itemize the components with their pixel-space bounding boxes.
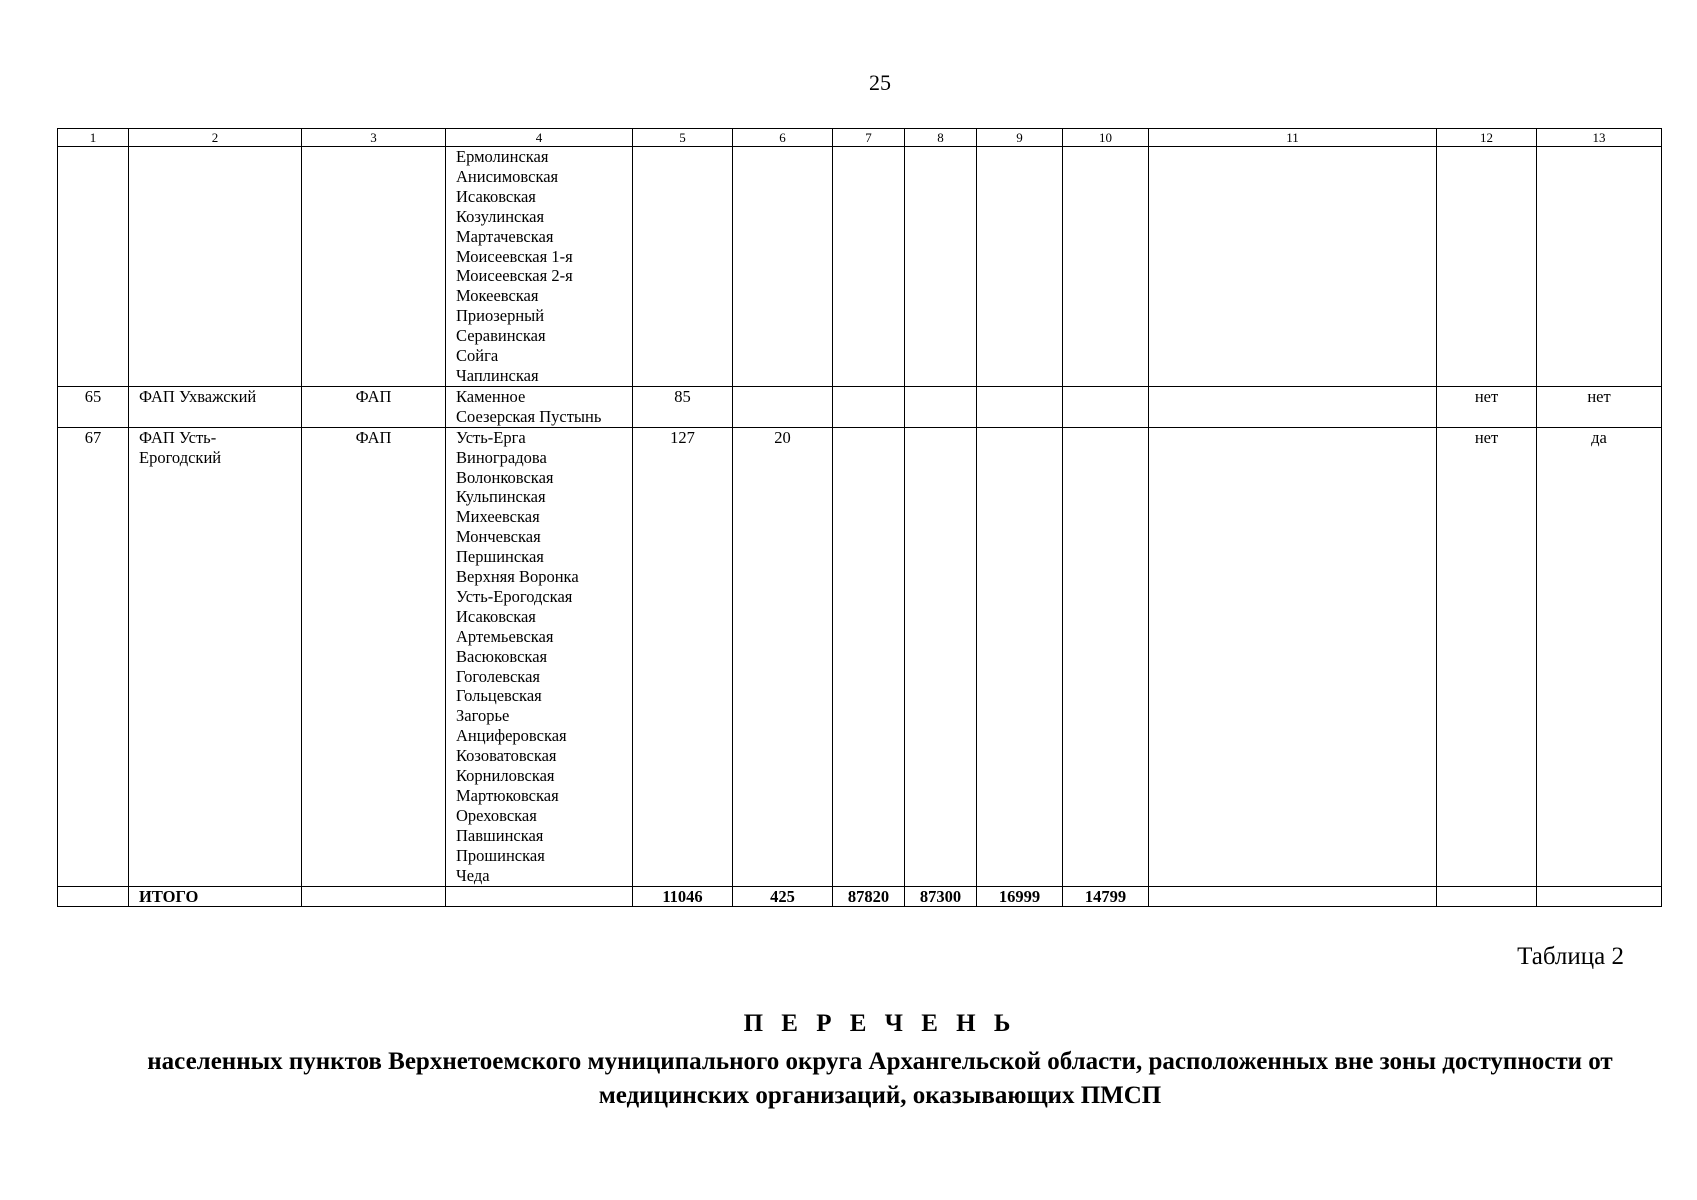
village-name: Мокеевская [456, 286, 539, 306]
header-cell: 7 [833, 129, 905, 147]
row-number: 67 [58, 427, 129, 886]
village-name: Каменное [456, 386, 526, 406]
facility-name: ФАП Усть-Ерогодский [129, 427, 302, 886]
village-name: Моисеевская 1-я [456, 246, 573, 266]
village-name: Чеда [456, 865, 490, 885]
total-row [58, 886, 1662, 907]
header-row [58, 129, 1662, 147]
village-name: Чаплинская [456, 365, 539, 385]
document-subtitle: населенных пунктов Верхнетоемского муниципального округа Архангельской области, расположенных вне зоны доступности от медицинских организаций, оказывающих ПМСП [147, 1048, 1613, 1109]
village-name: Исаковская [456, 606, 536, 626]
total-col8: 87300 [905, 886, 977, 907]
total-col7: 87820 [833, 886, 905, 907]
table-row [58, 427, 1662, 886]
village-name: Прошинская [456, 845, 545, 865]
header-cell: 4 [446, 129, 633, 147]
header-cell: 1 [58, 129, 129, 147]
page-number: 25 [869, 70, 891, 95]
row-number: 65 [58, 386, 129, 427]
village-name: Анисимовская [456, 166, 559, 186]
total-col6: 425 [733, 886, 833, 907]
table-row [58, 386, 1662, 427]
village-name: Мончевская [456, 527, 541, 547]
data-table [57, 128, 1662, 907]
village-name: Виноградова [456, 447, 547, 467]
village-name: Артемьевская [456, 626, 554, 646]
village-list [446, 147, 633, 387]
cell-col13: нет [1537, 386, 1662, 427]
village-name: Козоватовская [456, 746, 557, 766]
village-name: Усть-Ерга [456, 427, 526, 447]
village-name: Васюковская [456, 646, 548, 666]
village-name: Исаковская [456, 186, 536, 206]
total-col9: 16999 [977, 886, 1063, 907]
village-list [446, 386, 633, 427]
village-name: Усть-Ерогодская [456, 586, 573, 606]
facility-type: ФАП [302, 427, 446, 886]
village-name: Серавинская [456, 326, 546, 346]
village-name: Анциферовская [456, 726, 567, 746]
village-name: Кульпинская [456, 487, 546, 507]
cell-col5: 85 [633, 386, 733, 427]
header-cell: 11 [1149, 129, 1437, 147]
village-name: Першинская [456, 547, 544, 567]
header-cell: 5 [633, 129, 733, 147]
facility-type: ФАП [302, 386, 446, 427]
village-name: Михеевская [456, 507, 540, 527]
header-cell: 9 [977, 129, 1063, 147]
village-name: Ореховская [456, 805, 537, 825]
cell-col6: 20 [733, 427, 833, 886]
header-cell: 13 [1537, 129, 1662, 147]
header-cell: 2 [129, 129, 302, 147]
total-col5: 11046 [633, 886, 733, 907]
header-cell: 10 [1063, 129, 1149, 147]
village-name: Волонковская [456, 467, 554, 487]
total-label: ИТОГО [129, 886, 302, 907]
table-row [58, 147, 1662, 387]
village-name: Загорье [456, 706, 510, 726]
cell-col13: да [1537, 427, 1662, 886]
header-cell: 6 [733, 129, 833, 147]
village-name: Моисеевская 2-я [456, 266, 573, 286]
village-name: Гоголевская [456, 666, 540, 686]
facility-name: ФАП Ухважский [129, 386, 302, 427]
cell-col12: нет [1437, 386, 1537, 427]
total-col10: 14799 [1063, 886, 1149, 907]
village-list [446, 427, 633, 886]
village-name: Приозерный [456, 306, 545, 326]
cell-col12: нет [1437, 427, 1537, 886]
header-cell: 12 [1437, 129, 1537, 147]
village-name: Гольцевская [456, 686, 542, 706]
header-cell: 8 [905, 129, 977, 147]
village-name: Мартюковская [456, 786, 559, 805]
table-label: Таблица 2 [1517, 943, 1624, 970]
village-name: Верхняя Воронка [456, 567, 579, 587]
header-cell: 3 [302, 129, 446, 147]
village-name: Сойга [456, 346, 499, 366]
village-name: Ермолинская [456, 147, 549, 166]
village-name: Соезерская Пустынь [456, 406, 602, 426]
village-name: Корниловская [456, 766, 555, 786]
document-title: П Е Р Е Ч Е Н Ь [743, 1010, 1017, 1037]
village-name: Козулинская [456, 206, 545, 226]
cell-col5: 127 [633, 427, 733, 886]
village-name: Павшинская [456, 825, 544, 845]
village-name: Мартачевская [456, 226, 554, 246]
